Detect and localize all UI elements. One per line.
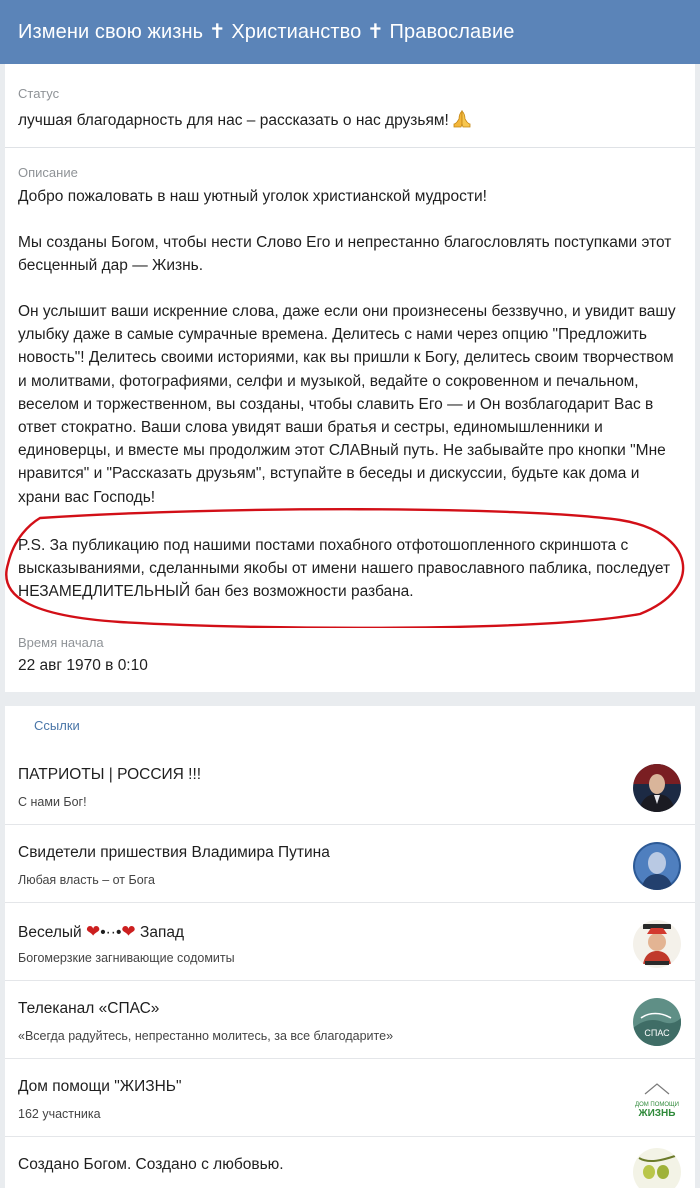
status-section [5, 64, 695, 148]
link-item-veselyi-zapad[interactable] [5, 904, 695, 981]
description-paragraph-1: Добро пожаловать в наш уютный уголок христианской мудрости! [18, 188, 487, 205]
description-ps-paragraph: P.S. За публикацию под нашими постами похабного отфотошопленного скриншота с высказываниями, сделанными якобы от имени нашего православного паблика, последует НЕЗАМЕДЛИТЕЛЬНЫЙ бан без возможности разбана. [18, 537, 671, 601]
heart-icon: ❤ [85, 922, 101, 941]
start-time-section [5, 628, 695, 692]
spas-logo-text: СПАС [644, 1028, 670, 1038]
header-bar [0, 0, 700, 64]
link-item-spas[interactable] [5, 982, 695, 1059]
start-time-value: 22 авг 1970 в 0:10 [18, 657, 148, 674]
link-title: Дом помощи "ЖИЗНЬ" [18, 1078, 182, 1095]
heart-icon: ❤ [121, 922, 136, 941]
link-subtitle: Богомерзкие загнивающие содомиты [18, 951, 235, 965]
portrait-avatar-icon [633, 764, 681, 812]
praying-hands-icon [451, 110, 473, 128]
spas-logo-icon [633, 998, 681, 1046]
start-time-label: Время начала [18, 635, 104, 650]
link-subtitle: 162 участника [18, 1107, 101, 1121]
link-item-sozdano-bogom[interactable] [5, 1138, 695, 1188]
link-item-svideteli[interactable] [5, 826, 695, 903]
portrait-blue-avatar-icon [633, 842, 681, 890]
link-subtitle: Любая власть – от Бога [18, 873, 155, 887]
description-paragraph-2: Мы созданы Богом, чтобы нести Слово Его и непрестанно благословлять поступками этот бесценный дар — Жизнь. [18, 234, 672, 275]
dom-pomoshi-logo-icon [633, 1076, 681, 1124]
logo-word: ЖИЗНЬ [638, 1108, 676, 1119]
link-title: Свидетели пришествия Владимира Путина [18, 844, 330, 861]
link-item-patrioty[interactable] [5, 748, 695, 825]
olive-avatar-icon [633, 1148, 681, 1188]
link-item-dom-pomoshi[interactable] [5, 1060, 695, 1137]
status-text: лучшая благодарность для нас – рассказать о нас друзьям! [18, 110, 473, 130]
link-subtitle: «Всегда радуйтесь, непрестанно молитесь, за все благодарите» [18, 1029, 394, 1043]
link-title: Веселый ❤•··•❤ Запад [18, 922, 185, 941]
description-section [5, 150, 695, 626]
description-label: Описание [18, 165, 78, 180]
cartoon-avatar-icon [633, 920, 681, 968]
status-label: Статус [18, 86, 60, 101]
links-heading: Ссылки [34, 718, 80, 733]
section-divider [5, 692, 695, 706]
logo-caption: ДОМ ПОМОЩИ [635, 1102, 679, 1108]
links-header [5, 706, 695, 746]
right-gutter [695, 64, 700, 1188]
link-title: ПАТРИОТЫ | РОССИЯ !!! [18, 766, 202, 783]
link-subtitle: С нами Бог! [18, 795, 87, 809]
link-title: Телеканал «СПАС» [18, 1000, 160, 1017]
page-title: Измени свою жизнь ✝ Христианство ✝ Православие [18, 21, 515, 43]
description-paragraph-3: Он услышит ваши искренние слова, даже если они произнесены беззвучно, и увидит вашу улыбку даже в самые сумрачные времена. Делитесь с нами через опцию "Предложить новость"! Делитесь своими историями, как вы пришли к Богу, делитесь своим творчеством и молитвами, фотографиями, селфи и музыкой, ведайте о сокровенном и печальном, веселом и торжественном, вы созданы, чтобы славить Его — и Он возблагодарит Вас в ответ стократно. Ваши слова увидят ваши братья и сестры, единомышленники и единоверцы, и вместе мы продолжим этот СЛАВный путь. Не забывайте про кнопки "Мне нравится" и "Рассказать друзьям", вступайте в беседы и дискуссии, будьте как дома и храни вас Господь! [18, 303, 676, 506]
link-title: Создано Богом. Создано с любовью. [18, 1156, 284, 1173]
